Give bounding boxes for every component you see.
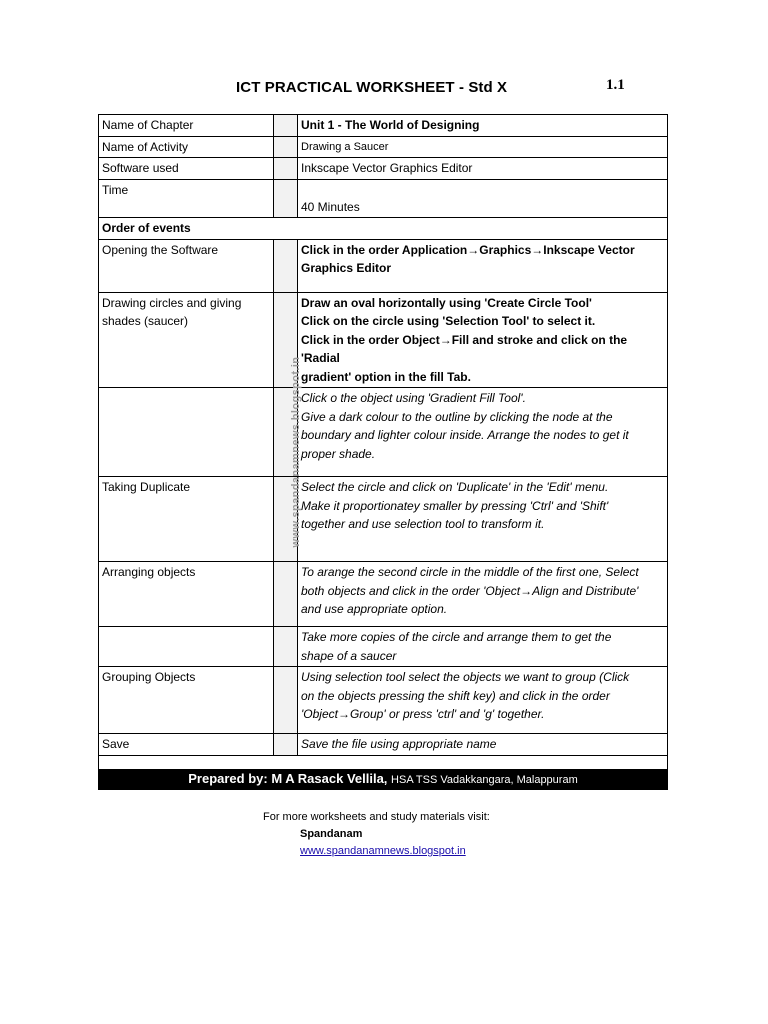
school-name: HSA TSS Vadakkangara, Malappuram	[391, 773, 578, 786]
page-number: 1.1	[606, 77, 625, 93]
copies-instructions: Take more copies of the circle and arrange them to get the shape of a saucer	[298, 627, 668, 667]
chapter-label: Name of Chapter	[99, 115, 274, 137]
opening-label: Opening the Software	[99, 239, 274, 292]
activity-label: Name of Activity	[99, 136, 274, 158]
visit-intro: For more worksheets and study materials visit:	[263, 811, 490, 823]
table-row	[99, 755, 668, 769]
site-name: Spandanam	[300, 828, 363, 840]
table-row	[99, 627, 668, 667]
table-row	[99, 179, 668, 218]
drawing-instructions: Draw an oval horizontally using 'Create Circle Tool' Click on the circle using 'Selection Tool' to select it. Click in the order Object→Fill and stroke and click on the 'Radial gradient' option in the fill Tab.	[298, 292, 668, 388]
activity-value: Drawing a Saucer	[298, 136, 668, 158]
table-row	[99, 239, 668, 292]
order-of-events-heading: Order of events	[99, 218, 668, 240]
opening-instructions: Click in the order Application→Graphics→Inkscape Vector Graphics Editor	[298, 239, 668, 292]
grouping-label: Grouping Objects	[99, 667, 274, 734]
table-row	[99, 477, 668, 562]
arranging-instructions: To arange the second circle in the middle of the first one, Select both objects and click in the order 'Object→Align and Distribute' and use appropriate option.	[298, 562, 668, 627]
drawing-label: Drawing circles and giving shades (saucer)	[99, 292, 274, 388]
table-row	[99, 292, 668, 388]
table-row	[99, 734, 668, 756]
site-link[interactable]: www.spandanamnews.blogspot.in	[300, 845, 466, 857]
footer-row	[99, 769, 668, 790]
table-row	[99, 158, 668, 180]
table-row	[99, 388, 668, 477]
worksheet-table	[98, 114, 668, 790]
time-label: Time	[99, 179, 274, 218]
table-row	[99, 562, 668, 627]
chapter-value: Unit 1 - The World of Designing	[298, 115, 668, 137]
table-row	[99, 115, 668, 137]
prepared-by-bar	[99, 769, 668, 790]
grouping-instructions: Using selection tool select the objects we want to group (Click on the objects pressing the shift key) and click in the order 'Object→Group' or press 'ctrl' and 'g' together.	[298, 667, 668, 734]
software-label: Software used	[99, 158, 274, 180]
prepared-by: Prepared by: M A Rasack Vellila,	[188, 770, 388, 786]
time-value: 40 Minutes	[298, 179, 668, 218]
gradient-instructions: Click o the object using 'Gradient Fill Tool'. Give a dark colour to the outline by clicking the node at the boundary and lighter colour inside. Arrange the nodes to get it proper shade.	[298, 388, 668, 477]
table-row	[99, 218, 668, 240]
arranging-label: Arranging objects	[99, 562, 274, 627]
duplicate-instructions: Select the circle and click on 'Duplicate' in the 'Edit' menu. Make it proportionatey smaller by pressing 'Ctrl' and 'Shift' together and use selection tool to transform it.	[298, 477, 668, 562]
save-label: Save	[99, 734, 274, 756]
visit-info	[263, 809, 490, 860]
save-instructions: Save the file using appropriate name	[298, 734, 668, 756]
duplicate-label: Taking Duplicate	[99, 477, 274, 562]
software-value: Inkscape Vector Graphics Editor	[298, 158, 668, 180]
table-row	[99, 667, 668, 734]
page-title: ICT PRACTICAL WORKSHEET - Std X	[236, 79, 508, 96]
vertical-watermark: www.spandanamnews.blogspot.in	[290, 356, 302, 548]
table-row	[99, 136, 668, 158]
